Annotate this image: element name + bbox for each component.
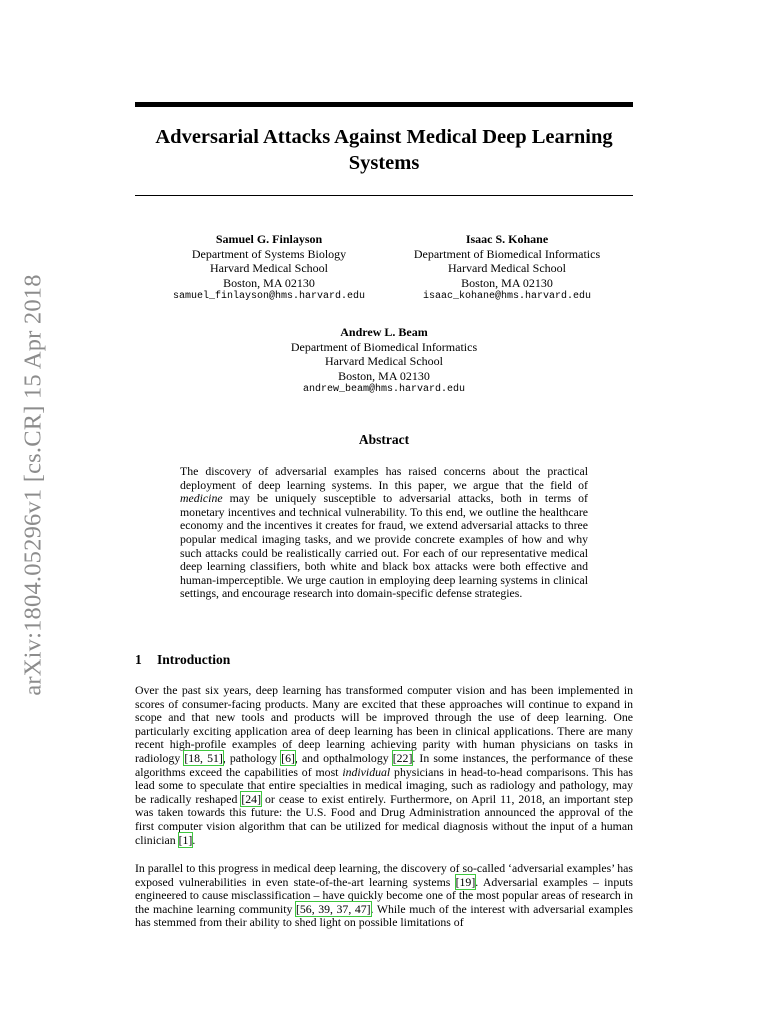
author-block-kohane	[392, 232, 622, 305]
author-block-finlayson	[148, 232, 390, 305]
paragraph-emphasis: individual	[342, 764, 391, 779]
author-school: Harvard Medical School	[325, 354, 443, 368]
author-email[interactable]: samuel_finlayson@hms.harvard.edu	[172, 291, 366, 302]
abstract-text: may be uniquely susceptible to adversarial attacks, both in terms of monetary incentives and technical vulnerability. To this end, we outline the healthcare economy and the incentives it creates for fraud, we extend adversarial attacks to three popular medical imaging tasks, and we provide concrete examples of how and why such attacks could be realistically carried out. For each of our representative medical deep learning classifiers, both white and black box attacks were both effective and human-imperceptible. We urge caution in employing deep learning systems in clinical settings, and encourage research into domain-specific defense strategies.	[180, 491, 588, 601]
arxiv-identifier	[14, 270, 54, 700]
paragraph-text: . In some instances, the performance of these algorithms exceed the capabilities of most	[135, 750, 633, 779]
paragraph-text: , pathology	[222, 750, 282, 765]
author-name: Isaac S. Kohane	[465, 232, 549, 246]
paragraph-text: .	[192, 832, 196, 847]
author-city: Boston, MA 02130	[223, 275, 315, 290]
citation-link[interactable]: [6]	[281, 750, 295, 765]
section-number: 1	[135, 652, 142, 667]
author-city: Boston, MA 02130	[338, 368, 430, 383]
abstract-heading: Abstract	[358, 432, 410, 447]
author-name: Samuel G. Finlayson	[215, 232, 323, 246]
abstract-text: The discovery of adversarial examples has raised concerns about the practical deployment of deep learning systems. In this paper, we argue that the field of	[180, 464, 588, 492]
author-block-beam	[264, 325, 504, 398]
author-name: Andrew L. Beam	[340, 325, 428, 339]
citation-link[interactable]: [22]	[392, 750, 413, 765]
section-heading-introduction	[135, 652, 633, 668]
abstract-body	[180, 465, 588, 601]
author-email[interactable]: andrew_beam@hms.harvard.edu	[302, 384, 466, 395]
arxiv-identifier-text: arXiv:1804.05296v1 [cs.CR] 15 Apr 2018	[20, 274, 48, 696]
citation-link[interactable]: [19]	[455, 874, 476, 889]
intro-paragraph-2	[135, 862, 633, 930]
title-rule-bottom	[135, 195, 633, 196]
paragraph-text: In parallel to this progress in medical deep learning, the discovery of so-called ‘adversarial examples’ has exposed vulnerabilities in even state-of-the-art learning systems	[135, 861, 633, 889]
paper-title: Adversarial Attacks Against Medical Deep Learning Systems	[155, 126, 613, 174]
paragraph-text: . Adversarial examples – inputs engineered to cause misclassification – have quickly become one of the most popular areas of research in the machine learning community	[135, 874, 633, 916]
citation-link[interactable]: [56, 39, 37, 47]	[295, 901, 371, 916]
paragraph-text: Over the past six years, deep learning has transformed computer vision and has been implemented in scores of consumer-facing products. Many are excited that these approaches will continue to expand in scope and that new tools and products will be improved through the use of deep learning. One particularly exciting application area of deep learning has been in clinical applications. There are many recent high-profile examples of deep learning achieving parity with human physicians on tasks in radiology	[135, 683, 633, 765]
citation-link[interactable]: [18, 51]	[184, 750, 223, 765]
paragraph-text: or cease to exist entirely. Furthermore, on April 11, 2018, an important step was taken towards this future: the U.S. Food and Drug Administration announced the approval of the first computer vision algorithm that can be utilized for medical diagnosis without the input of a human clinician	[135, 791, 633, 847]
abstract-emphasis: medicine	[180, 491, 223, 506]
paragraph-text: physicians in head-to-head comparisons. This has lead some to speculate that entire specialties in medical imaging, such as radiology and pathology, may be radically reshaped	[135, 764, 633, 806]
author-school: Harvard Medical School	[448, 261, 566, 275]
author-email[interactable]: isaac_kohane@hms.harvard.edu	[422, 291, 592, 302]
title-rule-top	[135, 102, 633, 107]
author-department: Department of Biomedical Informatics	[290, 339, 478, 354]
intro-paragraph-1	[135, 684, 633, 847]
author-department: Department of Biomedical Informatics	[413, 246, 601, 261]
paragraph-text: , and opthalmology	[294, 750, 393, 765]
paragraph-text: . While much of the interest with adversarial examples has stemmed from their ability to shed light on possible limitations of	[135, 901, 633, 930]
author-department: Department of Systems Biology	[191, 246, 347, 261]
citation-link[interactable]: [24]	[241, 791, 262, 806]
section-title: Introduction	[157, 652, 231, 667]
author-city: Boston, MA 02130	[461, 275, 553, 290]
author-school: Harvard Medical School	[210, 261, 328, 275]
citation-link[interactable]: [1]	[178, 832, 193, 847]
